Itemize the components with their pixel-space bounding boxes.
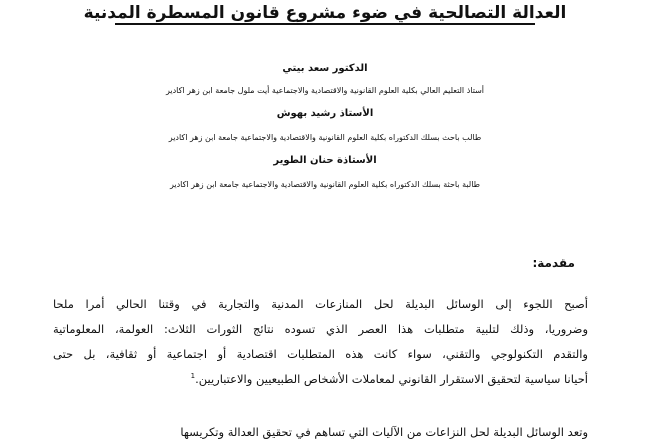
intro-line-4 [53, 371, 588, 387]
author-name-3: الأستاذة حنان الطوير [273, 155, 377, 166]
intro-line-4-text: أحيانا سياسية لتحقيق الاستقرار القانوني لمعاملات الأشخاص الطبيعيين والاعتباريين. [195, 372, 588, 386]
author-affiliation-3: طالبة باحثة بسلك الدكتوراه بكلية العلوم القانونية والاقتصادية والاجتماعية جامعة ابن زهر اكادير [169, 180, 481, 189]
author-name-1: الدكتور سعد بيتي [282, 63, 368, 74]
paper-title: العدالة التصالحية في ضوء مشروع قانون المسطرة المدنية [83, 3, 567, 23]
author-affiliation-2: طالب باحث بسلك الدكتوراه بكلية العلوم القانونية والاقتصادية والاجتماعية جامعة ابن زهر اكادير [168, 133, 482, 142]
author-affiliation-1: أستاذ التعليم العالي بكلية العلوم القانونية والاقتصادية والاجتماعية أيت ملول جامعة ابن زهر اكادير [165, 86, 485, 95]
footnote-marker: 1 [190, 372, 196, 381]
intro-line-2: وضروريا، وذلك لتلبية متطلبات هذا العصر الذي تسوده نتائج الثورات الثلاث: العولمة، المعلوماتية [53, 322, 588, 336]
author-name-2: الأستاذ رشيد بهوش [276, 108, 374, 119]
section-heading-introduction: مقدمة: [532, 256, 575, 270]
title-underline [115, 23, 535, 25]
intro-line-1: أصبح اللجوء إلى الوسائل البديلة لحل المنازعات المدنية والتجارية في وقتنا الحالي أمرا ملحا [53, 297, 588, 311]
intro-line-3: والتقدم التكنولوجي والتقني، سواء كانت هذه المتطلبات اقتصادية أو اجتماعية أو ثقافية، بل حتى [53, 347, 588, 361]
intro-line-5-partial: وتعد الوسائل البديلة لحل النزاعات من الآليات التي تساهم في تحقيق العدالة وتكريسها [180, 425, 588, 439]
